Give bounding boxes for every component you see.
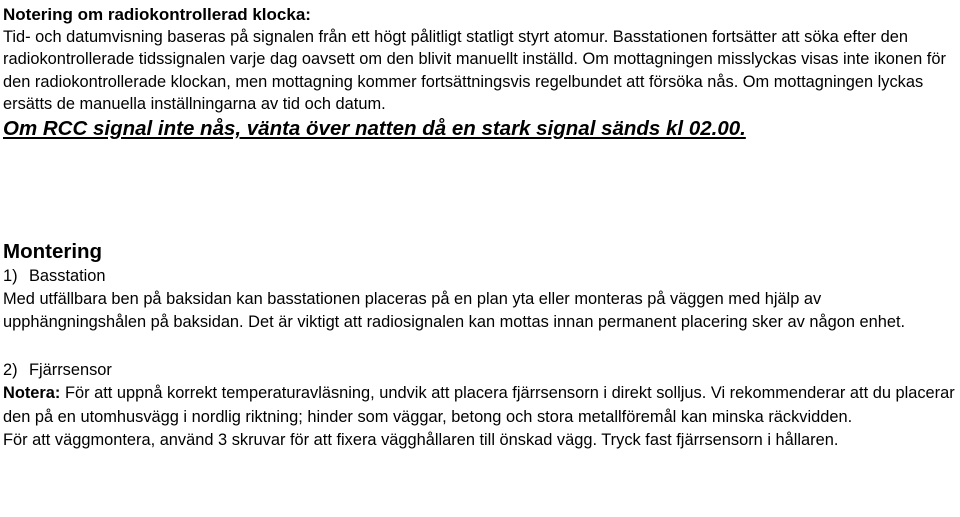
rcc-note-section (3, 4, 958, 141)
item-number: 2) (3, 361, 18, 380)
item-label: Fjärrsensor (29, 361, 112, 380)
item-label: Basstation (29, 267, 106, 285)
item-base-station-label (3, 264, 958, 288)
rcc-warning: Om RCC signal inte nås, vänta över natten då en stark signal sänds kl 02.00. (3, 117, 746, 141)
rcc-note-title: Notering om radiokontrollerad klocka: (3, 5, 311, 24)
remote-sensor-note (3, 382, 958, 428)
mounting-heading: Montering (3, 240, 103, 263)
mounting-section (3, 240, 958, 452)
item-remote-sensor-label (3, 358, 958, 382)
item-number: 1) (3, 267, 18, 285)
note-body: För att uppnå korrekt temperaturavläsning, undvik att placera fjärrsensorn i direkt solljus. Vi rekommenderar att du placerar den på en utomhusvägg i nordlig riktning; hinder som väggar, betong och stora metallföremål kan minska räckvidden. (3, 384, 955, 426)
spacer (3, 334, 958, 358)
rcc-note-body: Tid- och datumvisning baseras på signalen från ett högt pålitligt statligt styrt atomur. Basstationen fortsätter att söka efter den radiokontrollerade tidssignalen varje dag oavsett om den blivit manuellt inställd. Om mottagningen misslyckas visas inte ikonen för den radiokontrollerade klockan, men mottagning kommer fortsättningsvis regelbundet att försöka nås. Om mottagningen lyckas ersätts de manuella inställningarna av tid och datum. (3, 28, 946, 113)
base-station-body: Med utfällbara ben på baksidan kan basstationen placeras på en plan yta eller monteras på väggen med hjälp av upphängningshålen på baksidan. Det är viktigt att radiosignalen kan mottas innan permanent placering sker av någon enhet. (3, 290, 906, 332)
note-label: Notera: (3, 384, 61, 403)
remote-sensor-mounting: För att väggmontera, använd 3 skruvar för att fixera vägghållaren till önskad vägg. Tryck fast fjärrsensorn i hållaren. (3, 430, 839, 449)
